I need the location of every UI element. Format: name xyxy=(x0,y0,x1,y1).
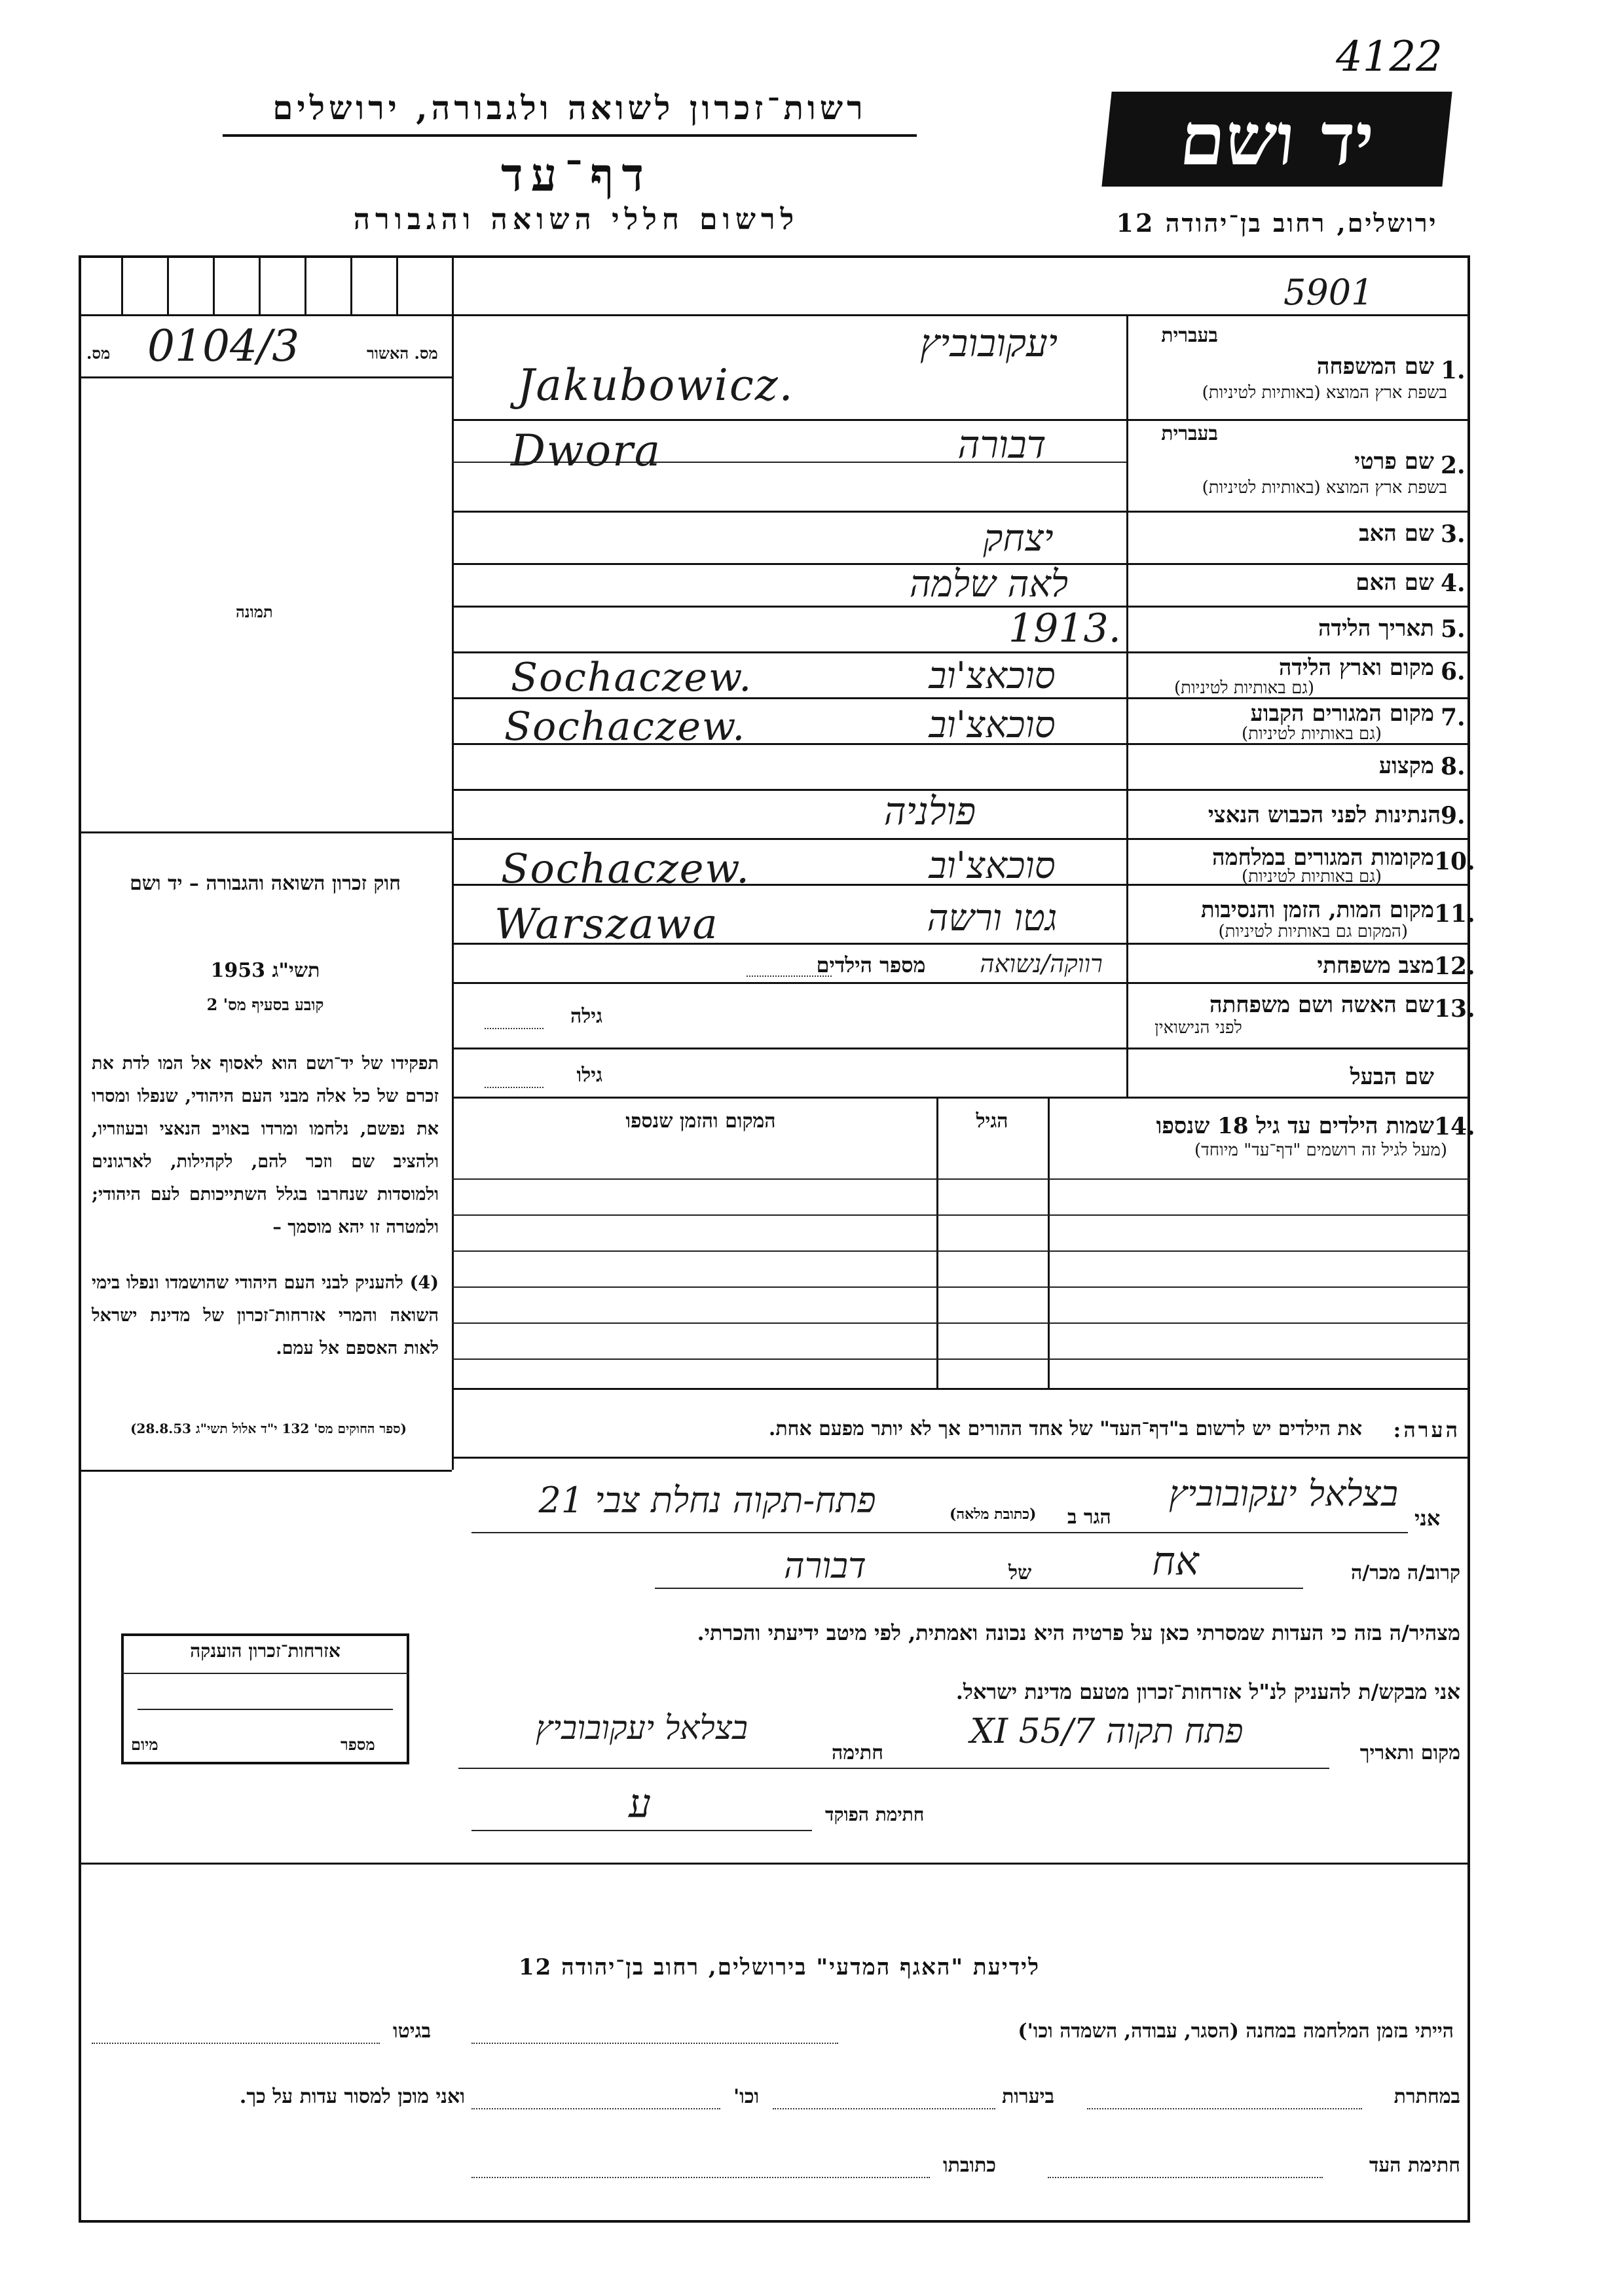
form-subtitle: לרשום חללי השואה והגבורה xyxy=(353,203,800,236)
signature-label: חתימה xyxy=(832,1741,883,1764)
note-text: את הילדים יש לרשום ב"דף־העד" של אחד ההורים אך לא יותר מפעם אחת. xyxy=(768,1417,1362,1440)
field-3-label: שם האב xyxy=(1359,520,1434,547)
children-sub: (מעל לגיל זה רושמים "דף־עד" מיוחד) xyxy=(1194,1140,1447,1160)
field-2-sub: בשפת ארץ המוצא (באותיות לטיניות) xyxy=(1202,478,1447,498)
signature-value: בצלאל יעקובוביץ xyxy=(535,1709,748,1747)
field-7-label: מקום המגורים הקבוע xyxy=(1250,701,1434,727)
place-date-label: מקום ותאריך xyxy=(1359,1741,1460,1764)
approval-no-label: מס. xyxy=(86,344,111,363)
field-9-label: הנתינות לפני הכבוש הנאצי xyxy=(1208,802,1441,828)
field-8-label: מקצוע xyxy=(1378,753,1434,779)
field-1-top-label: בעברית xyxy=(1161,324,1218,347)
field-1-number: 1. xyxy=(1441,357,1466,384)
field-6-label: מקום וארץ הלידה xyxy=(1278,655,1434,681)
footer-line1-label: הייתי בזמן המלחמה במחנה (הסגר, עבודה, השמדה וכו') xyxy=(1018,2020,1454,2043)
approval-number: 0104/3 xyxy=(147,321,300,371)
field-1-label: שם המשפחה xyxy=(1316,354,1434,380)
footer-line1-suffix: בגיטו xyxy=(393,2020,432,2043)
field-13-label: שם האשה ושם משפחתה xyxy=(1209,992,1434,1018)
field-10-value-he: סוכאצ'וב xyxy=(929,845,1056,887)
field-5-value: 1913. xyxy=(1008,606,1121,651)
footer-line2-etc: וכו' xyxy=(733,2085,760,2108)
wife-age-label: גילה xyxy=(570,1005,602,1028)
place-date-value: פתח תקוה 7/XI 55 xyxy=(970,1712,1244,1751)
field-4-value: לאה שלמה xyxy=(909,563,1069,606)
stamp-box-title: אזרחות־זכרון הוענקה xyxy=(190,1640,341,1662)
field-11-value-lat: Warszawa xyxy=(494,900,719,949)
field-12-value: רווקה/נשואה xyxy=(980,949,1103,978)
field-6-value-he: סוכאצ'וב xyxy=(929,655,1056,697)
field-4-number: 4. xyxy=(1441,570,1466,597)
law-para-1: תפקידו של יד־ושם הוא לאסוף אל המו לדת את זכרם של כל אלה מבני העם היהודי, שנפלו ומסרו את נפשם, נלחמו ומרדו באויב הנאצי ובעוזריו, ולהציב שם וזכר להם, לקהילות, לארגונים ולמוסדות שנחרבו בגלל השתייכותם לעם היהודי; ולמטרה זו יהא מוסמך – xyxy=(92,1053,439,1237)
field-2-value-lat: Dwora xyxy=(511,426,662,476)
field-5-label: תאריך הלידה xyxy=(1318,615,1434,642)
stamp-box-date-label: מיום xyxy=(131,1735,158,1754)
footer-line2-suffix: ואני מוכן למסור עדות על כך. xyxy=(239,2085,465,2108)
field-12-label: מצב משפחתי xyxy=(1317,953,1434,979)
field-4-label: שם האם xyxy=(1356,570,1434,596)
field-10-sub: (גם באותיות לטיניות) xyxy=(1241,867,1382,886)
form-title: דף־עד xyxy=(500,147,652,202)
relation-label: קרוב/ה מכר/ה xyxy=(1351,1561,1460,1584)
field-1-value-he: יעקובוביץ xyxy=(919,321,1058,365)
footer-line2-mid: ביערות xyxy=(1002,2085,1055,2108)
footer-heading: לידיעת "האגף המדעי" בירושלים, רחוב בן־יהודה 12 xyxy=(519,1954,1040,1980)
declarant-address: פתח-תקוה נחלת צבי 21 xyxy=(538,1480,876,1521)
children-col-age: הגיל xyxy=(976,1110,1008,1133)
address-line: ירושלים, רחוב בן־יהודה 12 xyxy=(1116,208,1438,238)
form-number: 5901 xyxy=(1283,272,1374,313)
field-3-value: יצחק xyxy=(983,517,1054,560)
law-para-2: (4) להעניק לבני העם היהודי שהושמדו ונפלו בימי השואה והמרי אזרחות־זכרון של מדינת ישראל לאות האספם אל עמם. xyxy=(92,1273,439,1358)
field-9-value: פולניה xyxy=(883,789,976,833)
footer-line3-label: חתימת העד xyxy=(1369,2154,1460,2177)
request-statement: אני מבקש/ת להעניק לנ"ל אזרחות־זכרון מטעם מדינת ישראל. xyxy=(955,1679,1460,1704)
authority-line: רשות־זכרון לשואה ולגבורה, ירושלים xyxy=(272,88,867,127)
law-year: תשי"ג 1953 xyxy=(210,959,320,982)
field-12-number: 12. xyxy=(1434,953,1475,980)
field-2-value-he: דבורה xyxy=(957,422,1046,467)
field-11-number: 11. xyxy=(1434,900,1475,928)
law-clause: קובע בסעיף מס' 2 xyxy=(206,995,324,1014)
field-6-value-lat: Sochaczew. xyxy=(511,655,753,701)
field-7-value-lat: Sochaczew. xyxy=(504,704,747,750)
children-col-place: המקום והזמן שנספו xyxy=(625,1110,776,1133)
field-2-label: שם פרטי xyxy=(1354,448,1434,475)
photo-label: תמונה xyxy=(236,602,273,621)
field-5-number: 5. xyxy=(1441,615,1466,643)
field-2-number: 2. xyxy=(1441,452,1466,479)
field-10-number: 10. xyxy=(1434,848,1475,875)
authority-underline xyxy=(223,134,917,137)
field-1-value-lat: Jakubowicz. xyxy=(517,360,794,410)
note-label: הערה: xyxy=(1393,1417,1460,1442)
law-heading: חוק זכרון השואה והגבורה – יד ושם xyxy=(130,872,401,895)
official-sig-label: חתימת הפוקד xyxy=(825,1804,925,1825)
field-7-sub: (גם באותיות לטיניות) xyxy=(1241,724,1382,744)
official-sig-mark: ע xyxy=(629,1781,651,1827)
of-name: דבורה xyxy=(784,1545,866,1586)
stamp-box-number-label: מספר xyxy=(341,1735,375,1754)
field-13-sub: לפני הנישואין xyxy=(1154,1018,1242,1038)
field-9-number: 9. xyxy=(1441,802,1466,829)
approval-cert-label: מס. האשור xyxy=(367,344,438,363)
husband-label: שם הבעל xyxy=(1350,1064,1434,1090)
field-6-sub: (גם באותיות לטיניות) xyxy=(1173,678,1315,698)
field-8-number: 8. xyxy=(1441,753,1466,780)
field-13-number: 13. xyxy=(1434,995,1475,1023)
declarant-address-hint: (כתובת מלאה) xyxy=(950,1506,1037,1523)
husband-age-label: גילו xyxy=(576,1064,602,1087)
field-14-number: 14. xyxy=(1434,1113,1475,1140)
footer-line2-label: במחתרת xyxy=(1393,2085,1460,2108)
footer-line3-address: כתובתו xyxy=(943,2154,997,2177)
law-footer: (ספר החוקים מס' 132 י"ד אלול תשי"ג 28.8.53) xyxy=(130,1421,407,1436)
declarant-name: בצלאל יעקובוביץ xyxy=(1169,1473,1398,1514)
declarant-i-label: אני xyxy=(1414,1506,1441,1531)
field-3-number: 3. xyxy=(1441,520,1466,548)
yad-vashem-logo: יד ושם xyxy=(1101,92,1452,187)
field-10-label: מקומות המגורים במלחמה xyxy=(1211,845,1434,871)
field-2-top-label: בעברית xyxy=(1161,422,1218,445)
children-count-label: מספר הילדים xyxy=(816,953,926,977)
of-label: של xyxy=(1008,1561,1032,1584)
field-11-value-he: גטו ורשה xyxy=(927,897,1058,939)
field-10-value-lat: Sochaczew. xyxy=(501,845,750,892)
field-7-number: 7. xyxy=(1441,704,1466,731)
field-1-sub: בשפת ארץ המוצא (באותיות לטיניות) xyxy=(1202,383,1447,403)
field-11-sub: (המקום גם באותיות לטיניות) xyxy=(1218,922,1408,941)
children-label: שמות הילדים עד גיל 18 שנספו xyxy=(1156,1113,1434,1139)
archive-number: 4122 xyxy=(1336,33,1443,81)
truth-statement: מצהיר/ה בזה כי העדות שמסרתי כאן על פרטיה היא נכונה ואמתית, לפי מיטב ידיעתי והכרתי. xyxy=(697,1620,1460,1645)
field-11-label: מקום המות, הזמן והנסיבות xyxy=(1200,897,1434,923)
field-6-number: 6. xyxy=(1441,658,1466,685)
relation-value: אח xyxy=(1152,1539,1199,1584)
field-7-value-he: סוכאצ'וב xyxy=(929,704,1056,746)
declarant-resident-label: הגר ב xyxy=(1067,1506,1111,1529)
